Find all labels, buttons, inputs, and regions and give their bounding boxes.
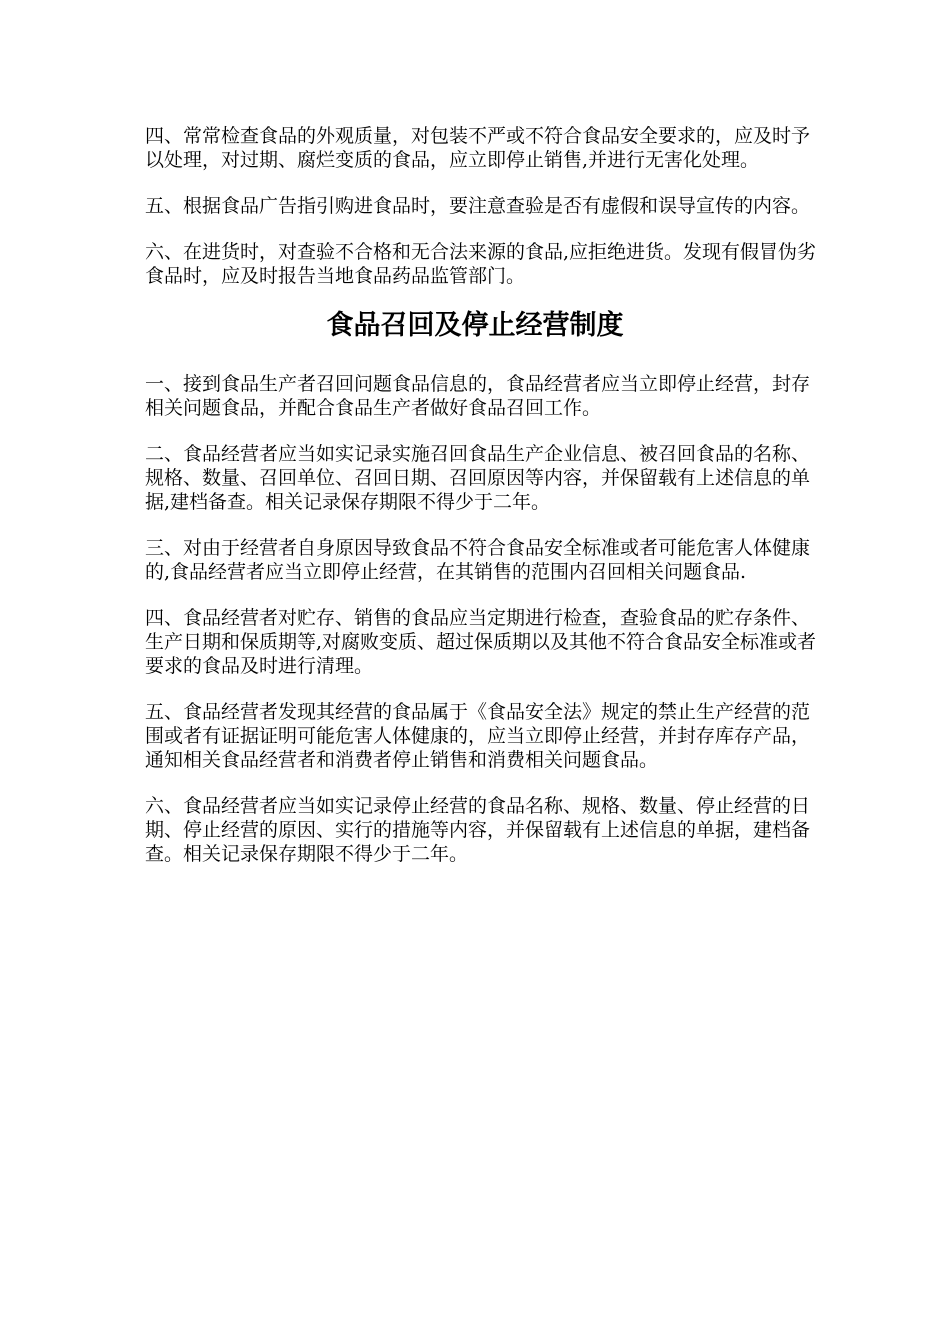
paragraph-recall-3: 三、对由于经营者自身原因导致食品不符合食品安全标准或者可能危害人体健康的,食品经营者应当立即停止经营，在其销售的范围内召回相关问题食品. [145, 537, 811, 583]
paragraph-recall-1: 一、接到食品生产者召回问题食品信息的，食品经营者应当立即停止经营，封存相关问题食品，并配合食品生产者做好食品召回工作。 [145, 373, 811, 419]
paragraph-recall-6: 六、食品经营者应当如实记录停止经营的食品名称、规格、数量、停止经营的日期、停止经营的原因、实行的措施等内容，并保留载有上述信息的单据，建档备查。相关记录保存期限不得少于二年。 [145, 795, 811, 865]
paragraph-inspect-appearance: 四、常常检查食品的外观质量，对包装不严或不符合食品安全要求的，应及时予以处理，对过期、腐烂变质的食品，应立即停止销售,并进行无害化处理。 [145, 125, 811, 171]
paragraph-recall-4: 四、食品经营者对贮存、销售的食品应当定期进行检查，查验食品的贮存条件、生产日期和保质期等,对腐败变质、超过保质期以及其他不符合食品安全标准或者要求的食品及时进行清理。 [145, 607, 817, 677]
document-page [145, 124, 825, 888]
paragraph-reject-unqualified: 六、在进货时，对查验不合格和无合法来源的食品,应拒绝进货。发现有假冒伪劣食品时，应及时报告当地食品药品监管部门。 [145, 241, 817, 287]
section-title: 食品召回及停止经营制度 [326, 310, 624, 341]
paragraph-recall-5: 五、食品经营者发现其经营的食品属于《食品安全法》规定的禁止生产经营的范围或者有证据证明可能危害人体健康的，应当立即停止经营，并封存库存产品，通知相关食品经营者和消费者停止销售和消费相关问题食品。 [145, 701, 811, 771]
paragraph-advertising-check: 五、根据食品广告指引购进食品时，要注意查验是否有虚假和误导宣传的内容。 [145, 195, 811, 217]
paragraph-recall-2: 二、食品经营者应当如实记录实施召回食品生产企业信息、被召回食品的名称、规格、数量、召回单位、召回日期、召回原因等内容，并保留载有上述信息的单据,建档备查。相关记录保存期限不得少于二年。 [145, 443, 811, 513]
